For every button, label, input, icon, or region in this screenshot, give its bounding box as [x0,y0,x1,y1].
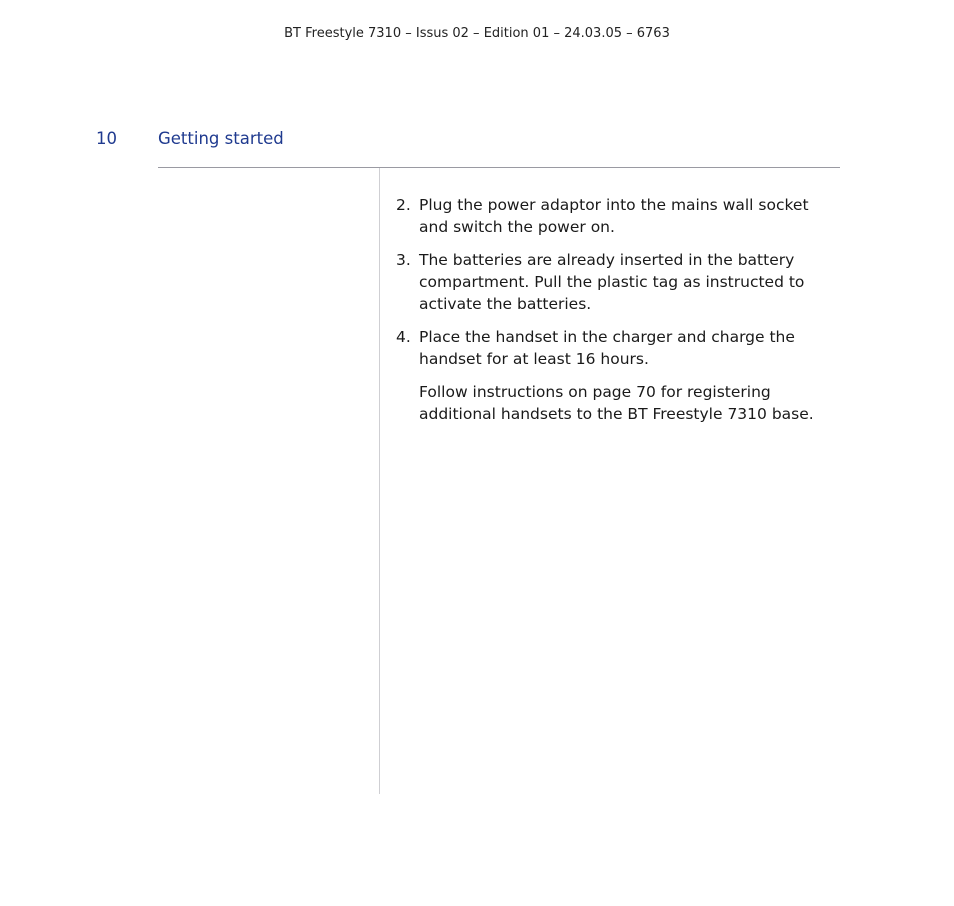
step-text: The batteries are already inserted in the battery compartment. Pull the plastic tag as instructed to activate the batteries. [419,251,805,313]
step-item [396,194,840,238]
step-number: 4. [396,328,411,346]
step-item [396,249,840,315]
section-title: Getting started [158,129,284,148]
step-number: 2. [396,196,411,214]
step-text: Plug the power adaptor into the mains wall socket and switch the power on. [419,196,809,236]
page-number: 10 [96,129,117,148]
followup-note: Follow instructions on page 70 for registering additional handsets to the BT Freestyle 7310 base. [419,383,814,423]
header-divider [158,167,840,168]
column-divider [379,168,380,794]
step-number: 3. [396,251,411,269]
step-item [396,326,840,370]
step-text: Place the handset in the charger and charge the handset for at least 16 hours. [419,328,795,368]
instruction-steps [396,194,840,381]
document-meta-line: BT Freestyle 7310 – Issus 02 – Edition 01 – 24.03.05 – 6763 [284,26,670,41]
